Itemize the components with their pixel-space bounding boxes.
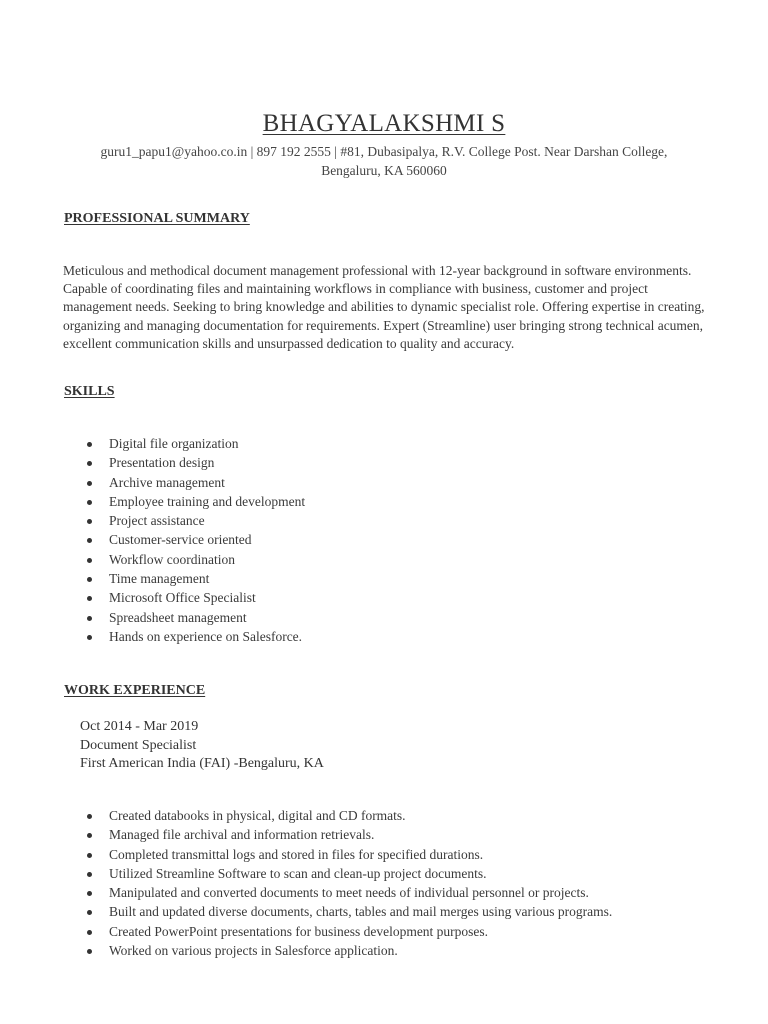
skill-item: Archive management [84, 473, 305, 492]
duty-item: Utilized Streamline Software to scan and clean-up project documents. [84, 864, 612, 883]
bullet-icon [87, 500, 92, 505]
bullet-icon [87, 596, 92, 601]
duty-item: Built and updated diverse documents, charts, tables and mail merges using various programs. [84, 902, 612, 921]
bullet-icon [87, 872, 92, 877]
skill-item: Employee training and development [84, 492, 305, 511]
duty-item: Manipulated and converted documents to meet needs of individual personnel or projects. [84, 883, 612, 902]
bullet-icon [87, 833, 92, 838]
bullet-icon [87, 930, 92, 935]
duty-item: Created PowerPoint presentations for business development purposes. [84, 922, 612, 941]
skill-item: Digital file organization [84, 434, 305, 453]
section-title-experience: WORK EXPERIENCE [64, 683, 206, 698]
duty-item: Managed file archival and information retrievals. [84, 825, 612, 844]
contact-info [60, 142, 708, 180]
bullet-icon [87, 910, 92, 915]
section-title-skills: SKILLS [64, 384, 115, 399]
duty-item: Created databooks in physical, digital and CD formats. [84, 806, 612, 825]
skill-item: Project assistance [84, 511, 305, 530]
skill-item: Spreadsheet management [84, 608, 305, 627]
bullet-icon [87, 461, 92, 466]
skill-item: Workflow coordination [84, 550, 305, 569]
skill-item: Hands on experience on Salesforce. [84, 627, 305, 646]
contact-line-2: Bengaluru, KA 560060 [321, 163, 447, 178]
job-company: First American India (FAI) -Bengaluru, KA [80, 756, 324, 771]
skills-list [84, 434, 305, 646]
bullet-icon [87, 891, 92, 896]
job-dates: Oct 2014 - Mar 2019 [80, 719, 199, 734]
job-role: Document Specialist [80, 737, 197, 753]
job-header [80, 718, 324, 774]
bullet-icon [87, 519, 92, 524]
duties-list [84, 806, 612, 960]
bullet-icon [87, 635, 92, 640]
skill-item: Presentation design [84, 453, 305, 472]
bullet-icon [87, 616, 92, 621]
skill-item: Customer-service oriented [84, 530, 305, 549]
bullet-icon [87, 853, 92, 858]
duty-item: Completed transmittal logs and stored in files for specified durations. [84, 845, 612, 864]
section-title-summary: PROFESSIONAL SUMMARY [64, 211, 250, 226]
bullet-icon [87, 481, 92, 486]
bullet-icon [87, 558, 92, 563]
bullet-icon [87, 538, 92, 543]
bullet-icon [87, 577, 92, 582]
candidate-name: BHAGYALAKSHMI S [262, 110, 506, 137]
duty-item: Worked on various projects in Salesforce application. [84, 941, 612, 960]
bullet-icon [87, 814, 92, 819]
contact-line-1: guru1_papu1@yahoo.co.in | 897 192 2555 | #81, Dubasipalya, R.V. College Post. Near Darshan College, [100, 144, 668, 159]
skill-item: Microsoft Office Specialist [84, 588, 305, 607]
bullet-icon [87, 442, 92, 447]
bullet-icon [87, 949, 92, 954]
summary-text: Meticulous and methodical document management professional with 12-year background in software environments. Capable of coordinating files and maintaining workflows in compliance with business, customer and project management needs. Seeking to bring knowledge and abilities to dynamic specialist role. Offering expertise in creating, organizing and managing documentation for requirements. Expert (Streamline) user bringing strong technical acumen, excellent communication skills and unsurpassed dedication to quality and accuracy. [63, 263, 705, 351]
skill-item: Time management [84, 569, 305, 588]
